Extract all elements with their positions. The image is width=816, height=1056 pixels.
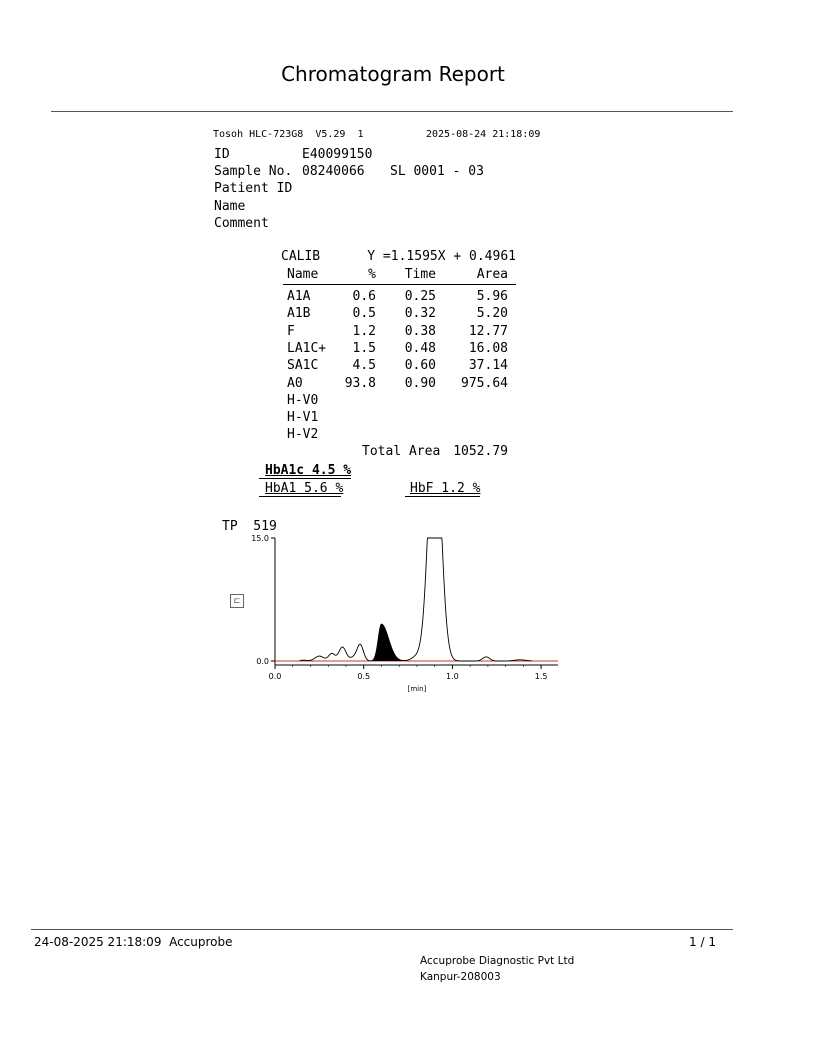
report-title: Chromatogram Report — [281, 62, 505, 86]
title-divider — [51, 111, 733, 112]
sample-no-label: Sample No. — [214, 164, 293, 179]
id-value: E40099150 — [302, 147, 373, 162]
footer-divider — [31, 929, 733, 930]
total-area-value: 1052.79 — [453, 444, 508, 459]
instrument-datetime: 2025-08-24 21:18:09 — [426, 129, 541, 140]
cell-name: H-V1 — [287, 410, 319, 426]
comment-label: Comment — [214, 216, 269, 231]
cell-name: LA1C+ — [287, 340, 327, 356]
cell-time: 0.25 — [404, 289, 436, 304]
y-tick-label: 0.0 — [256, 657, 269, 666]
x-tick-label: 1.0 — [446, 672, 459, 681]
col-header-time: Time — [404, 267, 436, 282]
total-area-label: Total Area — [362, 444, 441, 459]
calib-equation: Y =1.1595X + 0.4961 — [367, 249, 516, 264]
sl-value: SL 0001 - 03 — [390, 164, 484, 179]
detector-icon: ⊏ — [230, 594, 244, 608]
cell-time: 0.38 — [404, 323, 436, 339]
col-header-name: Name — [287, 267, 319, 282]
id-label: ID — [214, 147, 230, 162]
cell-time: 0.90 — [404, 375, 436, 391]
company-address: Kanpur-208003 — [420, 971, 501, 983]
cell-name: SA1C — [287, 358, 319, 374]
chromatogram-chart — [220, 530, 570, 695]
patient-id-label: Patient ID — [214, 181, 293, 196]
col-header-area: Area — [476, 267, 508, 282]
chart-title: TP 519 — [222, 519, 277, 534]
cell-time: 0.48 — [404, 340, 436, 356]
col-header-pct: % — [368, 267, 376, 282]
sample-no-value: 08240066 — [302, 164, 365, 179]
footer-datetime: 24-08-2025 21:18:09 Accuprobe — [34, 935, 233, 949]
hbf-result: HbF 1.2 % — [410, 481, 481, 496]
cell-pct: 1.5 — [352, 340, 376, 356]
cell-name: H-V2 — [287, 427, 319, 443]
hba1-rule — [259, 496, 341, 497]
cell-name: A1B — [287, 306, 311, 322]
calib-label: CALIB — [281, 249, 321, 264]
name-label: Name — [214, 199, 246, 214]
cell-area: 5.20 — [476, 306, 508, 322]
cell-time: 0.32 — [404, 306, 436, 322]
cell-area: 12.77 — [468, 323, 508, 339]
cell-name: A1A — [287, 289, 311, 304]
hba1-result: HbA1 5.6 % — [265, 481, 344, 496]
hba1c-result: HbA1c 4.5 % — [265, 463, 352, 478]
x-tick-label: 0.5 — [357, 672, 371, 681]
chromatogram-trace — [300, 538, 532, 661]
cell-pct: 1.2 — [352, 323, 376, 339]
cell-name: A0 — [287, 375, 303, 391]
x-tick-label: 1.5 — [534, 672, 548, 681]
company-name: Accuprobe Diagnostic Pvt Ltd — [420, 955, 575, 967]
instrument-line: Tosoh HLC-723G8 V5.29 1 — [213, 129, 364, 140]
cell-pct: 0.5 — [352, 306, 376, 322]
x-tick-label: 0.0 — [268, 672, 282, 681]
hbf-rule — [405, 496, 480, 497]
cell-area: 16.08 — [468, 340, 508, 356]
x-axis-label: [min] — [407, 685, 427, 693]
cell-name: H-V0 — [287, 392, 319, 408]
cell-name: F — [287, 323, 295, 339]
cell-time: 0.60 — [404, 358, 436, 374]
cell-pct: 4.5 — [352, 358, 376, 374]
y-tick-label: 15.0 — [251, 534, 269, 543]
cell-pct: 93.8 — [344, 375, 376, 391]
cell-area: 37.14 — [468, 358, 508, 374]
table-header-divider — [283, 284, 516, 285]
cell-pct: 0.6 — [352, 289, 376, 304]
cell-area: 5.96 — [476, 289, 508, 304]
hba1c-rule — [259, 478, 351, 479]
page-number: 1 / 1 — [689, 935, 716, 949]
cell-area: 975.64 — [461, 375, 508, 391]
